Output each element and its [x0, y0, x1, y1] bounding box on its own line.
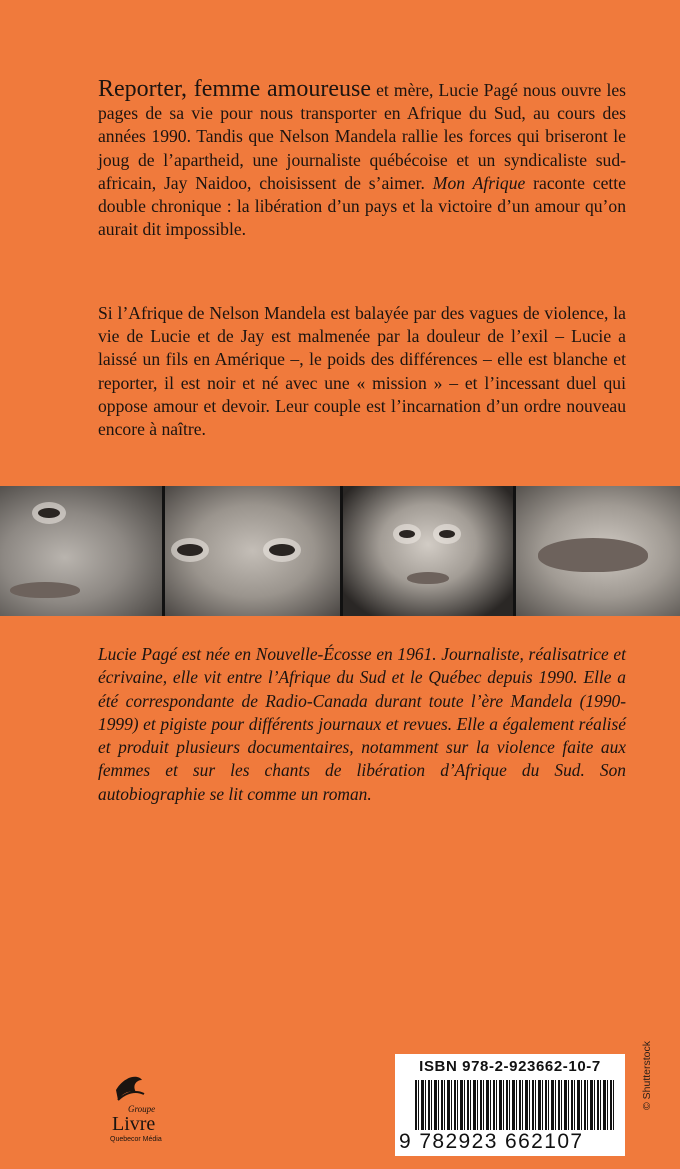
publisher-line2: Livre [112, 1113, 156, 1135]
face-photo-2 [165, 486, 340, 616]
synopsis-text-a: et mère, Lucie Pagé nous ouvre les pages de sa vie pour nous transporter en Afrique du Sud, au cours des années 1990. Tandis que Nelson Mandela rallie les forces qui briseront le joug de l’apartheid, une journaliste québécoise et un syndicaliste sud-africain, Jay Naidoo, choisissent de s’aimer. [98, 80, 627, 193]
face-photo-4 [516, 486, 680, 616]
barcode [395, 1054, 625, 1156]
face-photo-strip [0, 486, 680, 616]
synopsis-paragraph-2: Si l’Afrique de Nelson Mandela est balayée par des vagues de violence, la vie de Lucie et de Jay est malmenée par la douleur de l’exil – Lucie a laissé un fils en Amérique –, le poids des différences – elle est blanche et reporter, il est noir et né avec une « mission » – et l’incessant duel qui oppose amour et devoir. Leur couple est l’incarnation d’un ordre nouveau encore à naître. [98, 303, 626, 440]
isbn-number: ISBN 978-2-923662-10-7 [419, 1058, 601, 1075]
publisher-line3: Quebecor Média [110, 1136, 162, 1143]
face-photo-1 [0, 486, 162, 616]
book-title: Mon Afrique [432, 172, 526, 193]
synopsis-paragraph-1 [98, 78, 626, 241]
synopsis-text-b: raconte cette double chronique : la libération d’un pays et la victoire d’un amour qu’on aurait dit impossible. [98, 172, 626, 240]
photo-credit: © Shutterstock [641, 1040, 653, 1110]
synopsis-lead: Reporter, femme amoureuse [98, 76, 371, 102]
author-bio: Lucie Pagé est née en Nouvelle-Écosse en 1961. Journaliste, réalisatrice et écrivaine, elle vit entre l’Afrique du Sud et le Québec depuis 1990. Elle a été correspondante de Radio-Canada durant toute l’ère Mandela (1990-1999) et pigiste pour différents journaux et revues. Elle a également réalisé et produit plusieurs documentaires, notamment sur la violence faite aux femmes et sur les chants de libération d’Afrique du Sud. Son autobiographie se lit comme un roman. [98, 644, 626, 804]
publisher-line1: Groupe [128, 1104, 156, 1114]
publisher-logo [96, 1068, 186, 1148]
barcode-bars [415, 1080, 615, 1130]
face-photo-3 [343, 486, 513, 616]
barcode-digits: 9 782923 662107 [399, 1130, 584, 1153]
